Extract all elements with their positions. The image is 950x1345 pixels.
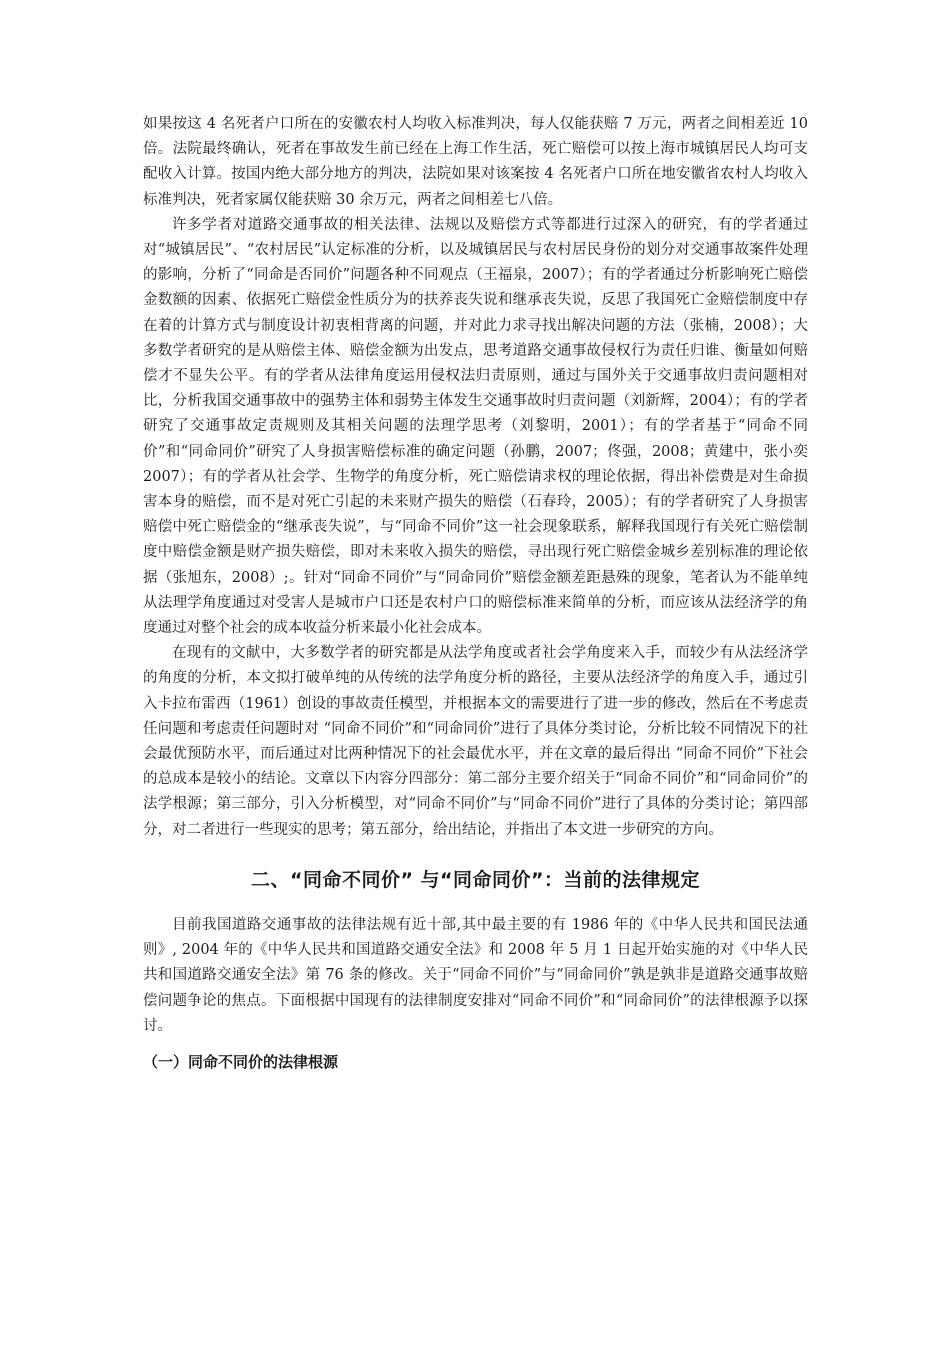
section-paragraph: 目前我国道路交通事故的法律法规有近十部,其中最主要的有 1986 年的《中华人民共和国民法通则》, 2004 年的《中华人民共和国道路交通安全法》和 2008 年 5 月 1 日起开始实施的对《中华人民共和国道路交通安全法》第 76 条的修改。关于“同命不同价”与“同命同价”孰是孰非是道路交通事故赔偿问题争论的焦点。下面根据中国现有的法律制度安排对“同命不同价”和“同命同价”的法律根源予以探讨。 (143, 916, 808, 1034)
body-paragraph-2: 许多学者对道路交通事故的相关法律、法规以及赔偿方式等都进行过深入的研究，有的学者通过对“城镇居民”、“农村居民”认定标准的分析，以及城镇居民与农村居民身份的划分对交通事故案件处理的影响，分析了“同命是否同价”问题各种不同观点（王福泉，2007）；有的学者通过分析影响死亡赔偿金数额的因素、依据死亡赔偿金性质分为的扶养丧失说和继承丧失说，反思了我国死亡金赔偿制度中存在着的计算方式与制度设计初衷相背离的问题，并对此力求寻找出解决问题的方法（张楠，2008）；大多数学者研究的是从赔偿主体、赔偿金额为出发点，思考道路交通事故侵权行为责任归谁、衡量如何赔偿才不显失公平。有的学者从法律角度运用侵权法归责原则，通过与国外关于交通事故归责问题相对比，分析我国交通事故中的强势主体和弱势主体发生交通事故时归责问题（刘新辉，2004）；有的学者研究了交通事故定责规则及其相关问题的法理学思考（刘黎明，2001）；有的学者基于“同命不同价”和“同命同价”研究了人身损害赔偿标准的确定问题（孙鹏，2007；佟强，2008；黄建中，张小奕 2007）；有的学者从社会学、生物学的角度分析，死亡赔偿请求权的理论依据，得出补偿费是对生命损害本身的赔偿，而不是对死亡引起的未来财产损失的赔偿（石春玲，2005）；有的学者研究了人身损害赔偿中死亡赔偿金的“继承丧失说”，与“同命不同价”这一社会现象联系，解释我国现行有关死亡赔偿制度中赔偿金额是财产损失赔偿，即对未来收入损失的赔偿，寻出现行死亡赔偿金城乡差别标准的理论依据（张旭东，2008）;。针对“同命不同价”与“同命同价”赔偿金额差距悬殊的现象，笔者认为不能单纯从法理学角度通过对受害人是城市户口还是农村户口的赔偿标准来简单的分析，而应该从法经济学的角度通过对整个社会的成本收益分析来最小化社会成本。 (143, 216, 808, 637)
body-paragraph-1: 如果按这 4 名死者户口所在的安徽农村人均收入标准判决，每人仅能获赔 7 万元，两者之间相差近 10 倍。法院最终确认，死者在事故发生前已经在上海工作生活，死亡赔偿可以按上海市城镇居民人均可支配收入计算。按国内绝大部分地方的判决，法院如果对该案按 4 名死者户口所在地安徽省农村人均收入标准判决，死者家属仅能获赔 30 余万元，两者之间相差七八倍。 (143, 116, 808, 208)
subsection-heading: （一）同命不同价的法律根源 (143, 1052, 339, 1071)
section-heading: 二、“同命不同价” 与“同命同价”：当前的法律规定 (250, 868, 701, 891)
document-page (143, 112, 808, 1075)
body-paragraph-3: 在现有的文献中，大多数学者的研究都是从法学角度或者社会学角度来入手，而较少有从法经济学的角度的分析，本文拟打破单纯的从传统的法学角度分析的路径，主要从法经济学的角度入手，通过引入卡拉布雷西（1961）创设的事故责任模型，并根据本文的需要进行了进一步的修改，然后在不考虑责任问题和考虑责任问题时对 “同命不同价”和“同命同价”进行了具体分类讨论，分析比较不同情况下的社会最优预防水平，而后通过对比两种情况下的社会最优水平，并在文章的最后得出 “同命不同价”下社会的总成本是较小的结论。文章以下内容分四部分：第二部分主要介绍关于“同命不同价”和“同命同价”的法学根源；第三部分，引入分析模型，对“同命不同价”与“同命不同价”进行了具体的分类讨论；第四部分，对二者进行一些现实的思考；第五部分，给出结论，并指出了本文进一步研究的方向。 (143, 645, 808, 838)
